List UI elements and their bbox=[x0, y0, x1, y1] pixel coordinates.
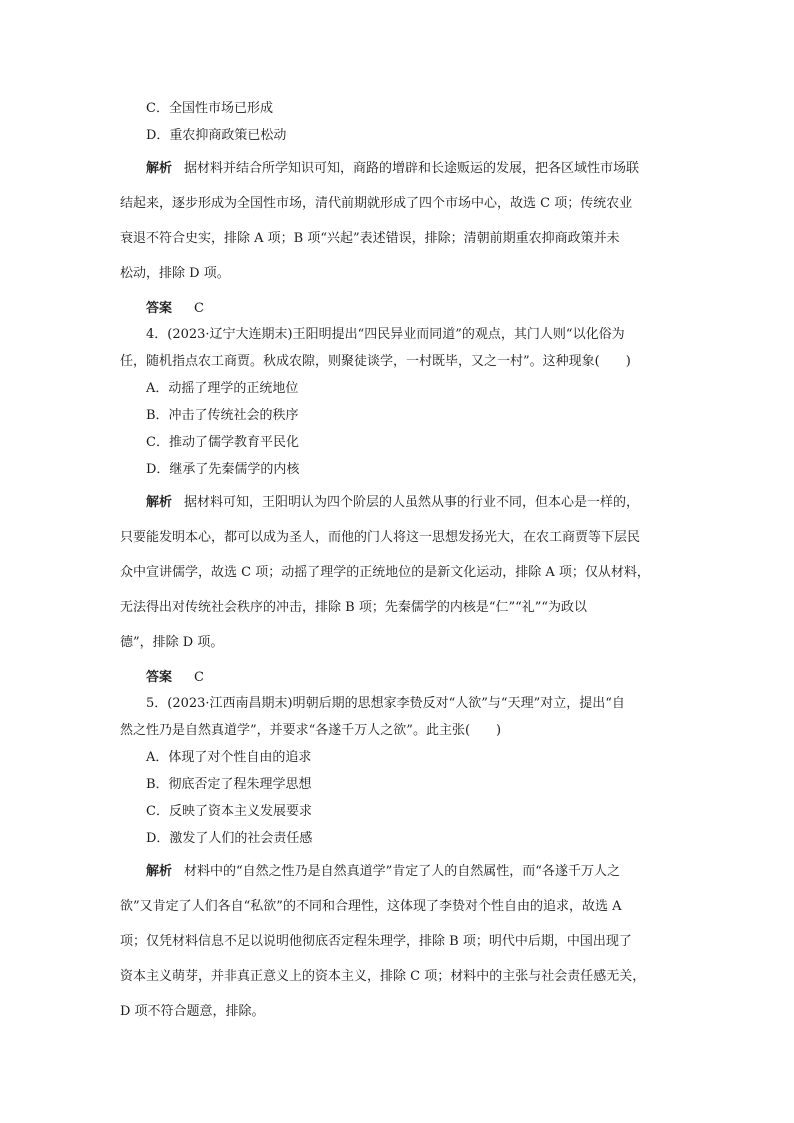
q5-option-a: A．体现了对个性自由的追求 bbox=[146, 750, 312, 765]
q3-option-d: D．重农抑商政策已松动 bbox=[146, 128, 287, 143]
q4-stem-line-1: 4．(2023·辽宁大连期末)王阳明提出“四民异业而同道”的观点，其门人则“以化俗为 bbox=[146, 327, 625, 342]
q4-answer-value: C bbox=[194, 670, 204, 685]
q4-answer bbox=[146, 666, 706, 685]
q4-analysis-line-5: 德”，排除 D 项。 bbox=[120, 635, 224, 650]
q3-answer bbox=[146, 297, 706, 316]
q4-option-d: D．继承了先秦儒学的内核 bbox=[146, 462, 300, 477]
q3-option-c: C．全国性市场已形成 bbox=[146, 101, 273, 116]
q3-analysis-label: 解析 bbox=[146, 161, 173, 176]
q4-analysis-label: 解析 bbox=[146, 495, 173, 510]
q4-answer-label: 答案 bbox=[146, 670, 173, 685]
q3-answer-label: 答案 bbox=[146, 301, 173, 316]
q4-option-b: B．冲击了传统社会的秩序 bbox=[146, 408, 299, 423]
q5-analysis-line-5: D 项不符合题意，排除。 bbox=[120, 1004, 265, 1019]
q5-option-c: C．反映了资本主义发展要求 bbox=[146, 804, 312, 819]
q3-answer-value: C bbox=[194, 301, 204, 316]
q5-analysis-line-4: 资本主义萌芽，并非真正意义上的资本主义，排除 C 项；材料中的主张与社会责任感无关， bbox=[120, 969, 646, 984]
q4-analysis-line-4: 无法得出对传统社会秩序的冲击，排除 B 项；先秦儒学的内核是“仁”“礼”“为政以 bbox=[120, 600, 588, 615]
q4-option-c: C．推动了儒学教育平民化 bbox=[146, 435, 299, 450]
q5-analysis-line-1: 解析 材料中的“自然之性乃是自然真道学”肯定了人的自然属性，而“各遂千万人之 bbox=[146, 864, 620, 879]
q5-analysis-label: 解析 bbox=[146, 864, 173, 879]
q5-analysis-line-3: 项；仅凭材料信息不足以说明他彻底否定程朱理学，排除 B 项；明代中后期，中国出现了 bbox=[120, 934, 632, 949]
q3-analysis-line-2: 结起来，逐步形成为全国性市场，清代前期就形成了四个市场中心，故选 C 项；传统农业 bbox=[120, 196, 633, 211]
q4-option-a: A．动摇了理学的正统地位 bbox=[146, 381, 299, 396]
q4-analysis-line-2: 只要能发明本心，都可以成为圣人，而他的门人将这一思想发扬光大，在农工商贾等下层民 bbox=[120, 530, 641, 545]
q3-analysis-line-4: 松动，排除 D 项。 bbox=[120, 266, 230, 281]
q5-option-d: D．激发了人们的社会责任感 bbox=[146, 831, 313, 846]
q3-analysis-line-1: 解析 据材料并结合所学知识可知，商路的增辟和长途贩运的发展，把各区域性市场联 bbox=[146, 161, 640, 176]
q4-analysis-line-3: 众中宣讲儒学，故选 C 项；动摇了理学的正统地位的是新文化运动，排除 A 项；仅从材料， bbox=[120, 565, 650, 580]
q5-stem-line-1: 5．(2023·江西南昌期末)明朝后期的思想家李贽反对“人欲”与“天理”对立，提出“自 bbox=[146, 696, 625, 711]
q4-analysis-line-1: 解析 据材料可知，王阳明认为四个阶层的人虽然从事的行业不同，但本心是一样的， bbox=[146, 495, 640, 510]
q5-stem-line-2: 然之性乃是自然真道学”，并要求“各遂千万人之欲”。此主张( ) bbox=[120, 723, 502, 738]
q3-analysis-line-3: 衰退不符合史实，排除 A 项；B 项“兴起”表述错误，排除；清朝前期重农抑商政策并未 bbox=[120, 231, 620, 246]
q5-option-b: B．彻底否定了程朱理学思想 bbox=[146, 777, 312, 792]
q5-analysis-line-2: 欲”又肯定了人们各自“私欲”的不同和合理性，这体现了李贽对个性自由的追求，故选 A bbox=[120, 899, 622, 914]
q4-stem-line-2: 任，随机指点农工商贾。秋成农隙，则聚徒谈学，一村既毕，又之一村”。这种现象( ) bbox=[120, 354, 631, 369]
